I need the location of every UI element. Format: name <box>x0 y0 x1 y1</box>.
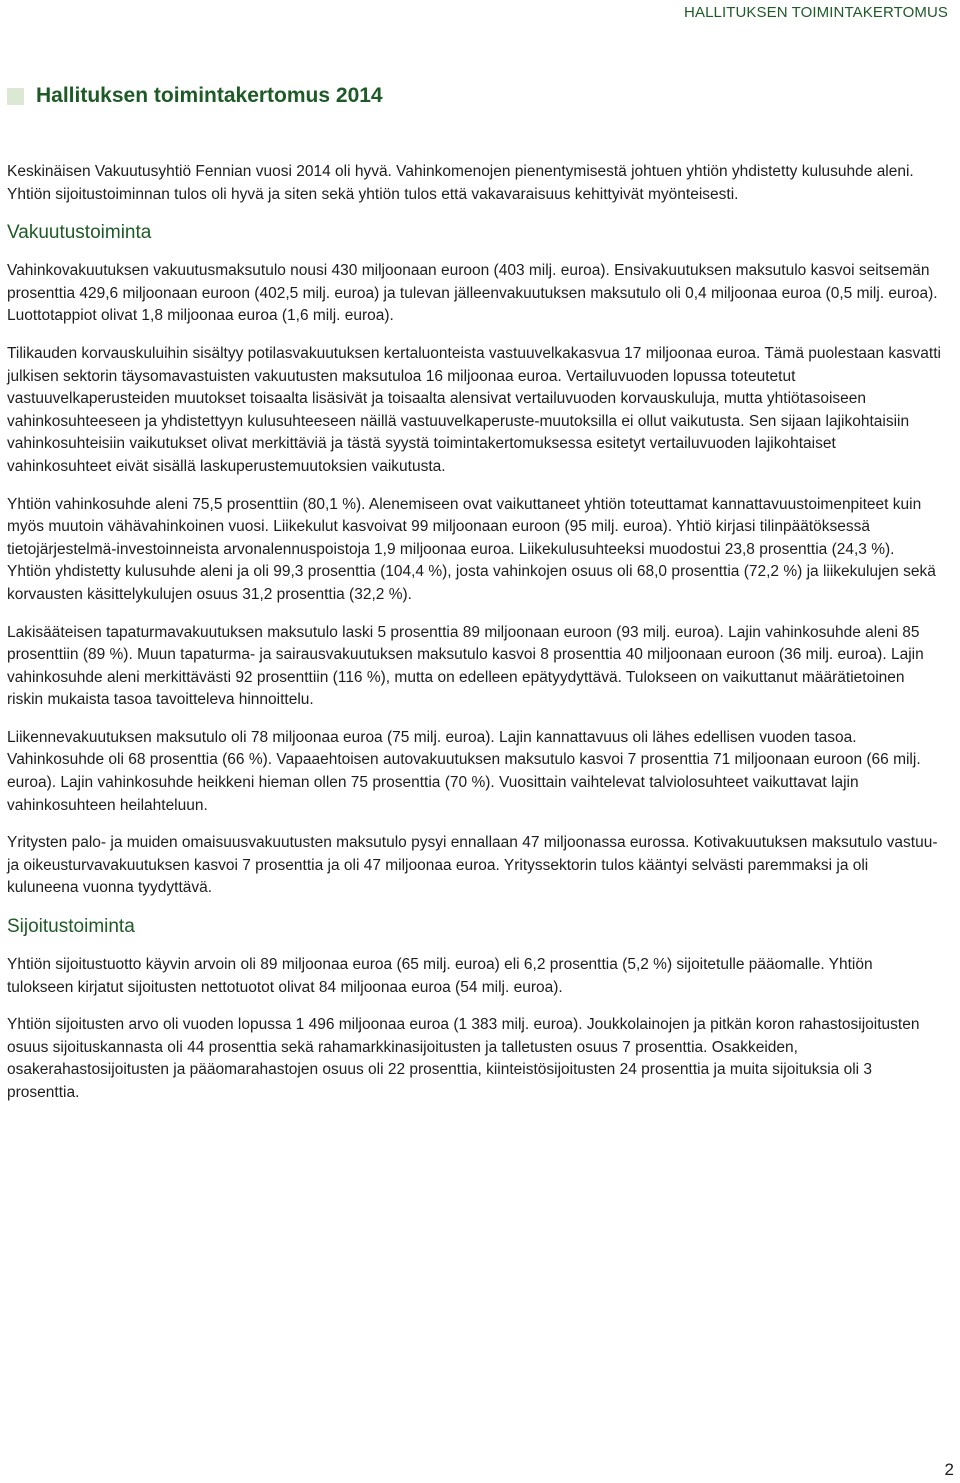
running-header: HALLITUKSEN TOIMINTAKERTOMUS <box>684 4 948 21</box>
paragraph: Yhtiön vahinkosuhde aleni 75,5 prosenttiin (80,1 %). Alenemiseen ovat vaikuttaneet yhtiön toteuttamat kannattavuustoimenpiteet kuin myös muutoin vähävahinkoinen vuosi. Liikekulut kasvoivat 99 miljoonaan euroon (95 milj. euroa). Yhtiö kirjasi tilinpäätöksessä tietojärjestelmä-investoinneista arvonalennuspoistoja 1,9 miljoonaa euroa. Liikekulusuhteeksi muodostui 23,8 prosenttia (24,3 %). Yhtiön yhdistetty kulusuhde aleni ja oli 99,3 prosenttia (104,4 %), josta vahinkojen osuus oli 68,0 prosenttia (72,2 %) ja liikekulujen sekä korvausten käsittelykulujen osuus 31,2 prosenttia (32,2 %). <box>7 495 936 603</box>
section-heading-vakuutustoiminta: Vakuutustoiminta <box>7 222 152 244</box>
paragraph: Yhtiön sijoitustuotto käyvin arvoin oli 89 miljoonaa euroa (65 milj. euroa) eli 6,2 prosenttia (5,2 %) sijoitetulle pääomalle. Yhtiön tulokseen kirjatut sijoitusten nettotuotot olivat 84 miljoonaa euroa (54 milj. euroa). <box>7 956 873 996</box>
paragraph: Lakisääteisen tapaturmavakuutuksen maksutulo laski 5 prosenttia 89 miljoonaan euroon (93 milj. euroa). Lajin vahinkosuhde aleni 85 prosenttiin (89 %). Muun tapaturma- ja sairausvakuutuksen maksutulo kasvoi 8 prosenttia 40 miljoonaan euroon (36 milj. euroa). Lajin vahinkosuhde aleni merkittävästi 92 prosenttiin (116 %), mutta on edelleen epätyydyttävä. Tulokseen on vaikuttanut määrätietoinen riskin mukaista tasoa tavoitteleva hinnoittelu. <box>7 623 924 709</box>
paragraph: Yritysten palo- ja muiden omaisuusvakuutusten maksutulo pysyi ennallaan 47 miljoonassa eurossa. Kotivakuutuksen maksutulo vastuu- ja oikeusturvavakuutuksen kasvoi 7 prosenttia ja oli 47 miljoonaa euroa. Yrityssektorin tulos kääntyi selvästi paremmaksi ja oli kuluneena vuonna tyydyttävä. <box>7 834 938 897</box>
page-number: 2 <box>944 1460 954 1479</box>
document-title: Hallituksen toimintakertomus 2014 <box>36 84 383 107</box>
document-title-row <box>7 84 383 108</box>
paragraph: Vahinkovakuutuksen vakuutusmaksutulo nousi 430 miljoonaan euroon (403 milj. euroa). Ensivakuutuksen maksutulo kasvoi seitsemän prosenttia 429,6 miljoonaan euroon (402,5 milj. euroa) ja tulevan jälleenvakuutuksen maksutulo oli 0,4 miljoonaa euroa (0,5 milj. euroa). Luottotappiot olivat 1,8 miljoonaa euroa (1,6 milj. euroa). <box>7 262 938 325</box>
paragraph: Yhtiön sijoitusten arvo oli vuoden lopussa 1 496 miljoonaa euroa (1 383 milj. euroa). Joukkolainojen ja pitkän koron rahastosijoitusten osuus sijoituskannasta oli 44 prosenttia sekä rahamarkkinasijoitusten ja talletusten osuus 7 prosenttia. Osakkeiden, osakerahastosijoitusten ja pääomarahastojen osuus oli 22 prosenttia, kiinteistösijoitusten 24 prosenttia ja muita sijoituksia oli 3 prosenttia. <box>7 1016 920 1101</box>
section-heading-sijoitustoiminta: Sijoitustoiminta <box>7 916 135 938</box>
intro-paragraph: Keskinäisen Vakuutusyhtiö Fennian vuosi 2014 oli hyvä. Vahinkomenojen pienentymisestä johtuen yhtiön yhdistetty kulusuhde aleni. Yhtiön sijoitustoiminnan tulos oli hyvä ja siten sekä yhtiön tulos että vakavaraisuus kehittyivät myönteisesti. <box>7 163 914 203</box>
title-marker-square <box>7 88 24 105</box>
paragraph: Tilikauden korvauskuluihin sisältyy potilasvakuutuksen kertaluonteista vastuuvelkakasvua 17 miljoonaa euroa. Tämä puolestaan kasvatti julkisen sektorin täysomavastuisten vakuutusten maksutuloa 16 miljoonaa euroa. Vertailuvuoden lopussa toteutetut vastuuvelkaperusteiden muutokset toisaalta lisäsivät ja toisaalta alensivat vertailuvuoden korvauskuluja, mutta yhtiötasoiseen vahinkosuhteeseen ja yhdistettyyn kulusuhteeseen näillä vastuuvelkaperuste-muutoksilla ei ollut vaikutusta. Sen sijaan lajikohtaisiin vahinkosuhteisiin vaikutukset olivat merkittäviä ja tästä syystä toimintakertomuksessa esitetyt vertailuvuoden lajikohtaiset vahinkosuhteet eivät sisällä laskuperustemuutoksien vaikutusta. <box>7 344 941 475</box>
paragraph: Liikennevakuutuksen maksutulo oli 78 miljoonaa euroa (75 milj. euroa). Lajin kannattavuus oli lähes edellisen vuoden tasoa. Vahinkosuhde oli 68 prosenttia (66 %). Vapaaehtoisen autovakuutuksen maksutulo kasvoi 7 prosenttia 71 miljoonaan euroon (66 milj. euroa). Lajin vahinkosuhde heikkeni hieman ollen 75 prosenttia (70 %). Vuosittain vaihtelevat talviolosuhteet vaikuttavat lajin vahinkosuhteen heilahteluun. <box>7 728 921 814</box>
document-body <box>7 161 942 1120</box>
